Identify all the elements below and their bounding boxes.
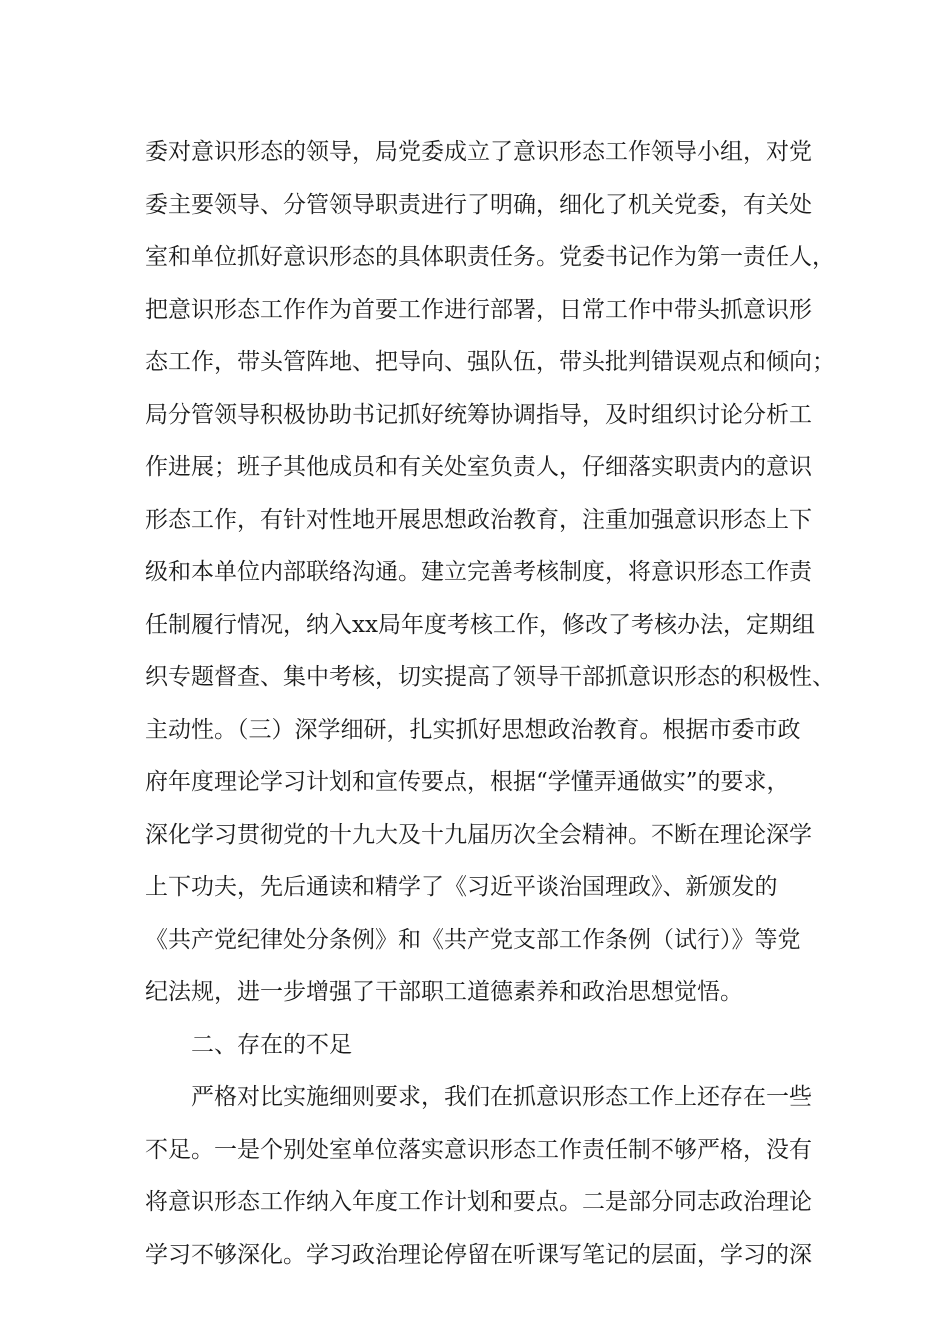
text-line: 任制履行情况，纳入xx局年度考核工作，修改了考核办法，定期组 (145, 611, 815, 638)
text-line: 形态工作，有针对性地开展思想政治教育，注重加强意识形态上下 (145, 506, 812, 533)
text-line: 府年度理论学习计划和宣传要点，根据“学懂弄通做实”的要求， (145, 769, 790, 795)
text-line: 局分管领导积极协助书记抓好统筹协调指导，及时组织讨论分析工 (145, 401, 812, 428)
text-line: 学习不够深化。学习政治理论停留在听课写笔记的层面，学习的深 (145, 1241, 812, 1268)
text-line: 委主要领导、分管领导职责进行了明确，细化了机关党委，有关处 (145, 191, 812, 218)
text-line: 室和单位抓好意识形态的具体职责任务。党委书记作为第一责任人， (145, 244, 835, 270)
body-text (145, 126, 835, 1281)
text-line: 严格对比实施细则要求，我们在抓意识形态工作上还存在一些 (191, 1084, 812, 1110)
text-line: 级和本单位内部联络沟通。建立完善考核制度，将意识形态工作责 (145, 559, 812, 585)
text-line: 不足。一是个别处室单位落实意识形态工作责任制不够严格，没有 (145, 1136, 812, 1163)
text-line: 上下功夫，先后通读和精学了《习近平谈治国理政》、新颁发的 (145, 874, 778, 900)
text-line: 委对意识形态的领导，局党委成立了意识形态工作领导小组，对党 (145, 139, 812, 165)
text-line: 纪法规，进一步增强了干部职工道德素养和政治思想觉悟。 (145, 979, 743, 1005)
text-line: 将意识形态工作纳入年度工作计划和要点。二是部分同志政治理论 (145, 1189, 812, 1215)
text-line: 织专题督查、集中考核，切实提高了领导干部抓意识形态的积极性、 (145, 664, 835, 690)
text-line: 作进展；班子其他成员和有关处室负责人，仔细落实职责内的意识 (145, 454, 812, 480)
text-line: 把意识形态工作作为首要工作进行部署，日常工作中带头抓意识形 (145, 296, 812, 323)
text-line: 主动性。（三）深学细研，扎实抓好思想政治教育。根据市委市政 (145, 716, 801, 743)
text-line: 态工作，带头管阵地、把导向、强队伍，带头批判错误观点和倾向； (145, 349, 835, 375)
text-line: 深化学习贯彻党的十九大及十九届历次全会精神。不断在理论深学 (145, 821, 812, 848)
section-heading: 二、存在的不足 (191, 1031, 352, 1058)
text-line: 《共产党纪律处分条例》和《共产党支部工作条例（试行）》等党 (145, 926, 801, 953)
